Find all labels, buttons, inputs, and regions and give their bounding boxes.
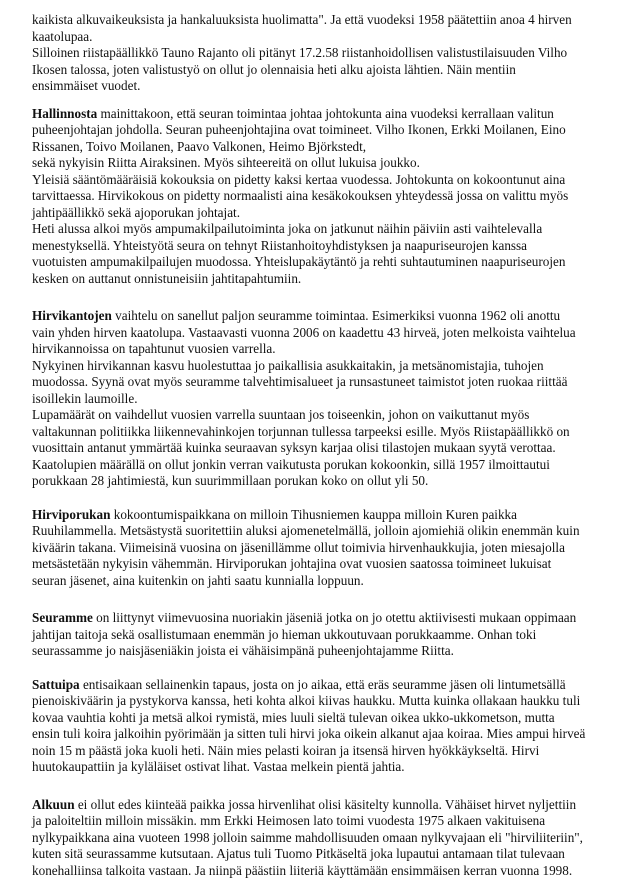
text-line: ensimmäiset vuodet. xyxy=(32,78,626,95)
text-line: isoillekin laumoille. xyxy=(32,391,626,408)
text-line: Ikosen talossa, joten valistustyö on ollut jo olennaisia heti alku ajoista lähtien. Näin mentiin xyxy=(32,62,626,79)
text-line: kesken on auttanut onnistuneisiin jahtitapahtumiin. xyxy=(32,271,626,288)
intro-paragraph xyxy=(32,12,626,95)
text-line: muodossa. Syynä ovat myös seuramme talvehtimisalueet ja runsastuneet taimistot joten ruokaa riittää xyxy=(32,374,626,391)
text-line: Yleisiä sääntömääräisiä kokouksia on pidetty kaksi kertaa vuodessa. Johtokunta on kokoontunut aina xyxy=(32,172,626,189)
text-line: vuotuisten ampumakilpailujen muodossa. Yhteislupakäytäntö ja rehti suhtautuminen naapuriseurojen xyxy=(32,254,626,271)
text-line xyxy=(32,507,626,524)
text-line: Lupamäärät on vaihdellut vuosien varrella suuntaan jos toiseenkin, johon on vaikuttanut myös xyxy=(32,407,626,424)
text-line: tarvittaessa. Hirvikokous on pidetty normaalisti aina kesäkokouksen yhteydessä jossa on valittu myös xyxy=(32,188,626,205)
text-line: seurassamme jo naisjäseniäkin joista ei vähäisimpänä puheenjohtajamme Riitta. xyxy=(32,643,626,660)
text-line xyxy=(32,797,626,814)
text-line: puheenjohtajan johdolla. Seuran puheenjohtajina ovat toimineet. Vilho Ikonen, Erkki Moilanen, Eino xyxy=(32,122,626,139)
text-line: Rissanen, Toivo Moilanen, Paavo Valkonen, Heimo Björkstedt, xyxy=(32,139,626,156)
text-line: Nykyinen hirvikannan kasvu huolestuttaa jo paikallisia asukkaitakin, ja metsänomistajia, tuhojen xyxy=(32,358,626,375)
paragraph-heading: Hirvikantojen xyxy=(32,308,112,323)
text-line: Ruuhilammella. Metsästystä suoritettiin aluksi ajomenetelmällä, jolloin ajomiehiä olikin enemmän kuin xyxy=(32,523,626,540)
paragraph-heading: Seuramme xyxy=(32,610,93,625)
text-line: Kaatolupien määrällä on ollut jonkin verran vaikutusta porukan kokoonkin, sillä 1957 ilmoittautui xyxy=(32,457,626,474)
text-line xyxy=(32,308,626,325)
text-line xyxy=(32,106,626,123)
hallinnosta-paragraph xyxy=(32,106,626,288)
paragraph-heading: Alkuun xyxy=(32,797,75,812)
text-line: Heti alussa alkoi myös ampumakilpailutoiminta joka on jatkunut näihin päiviin asti vaihtelevalla xyxy=(32,221,626,238)
text-line: nylkypaikkana aina vuoteen 1998 jolloin saimme mahdollisuuden omaan nylkyvajaan eli "hirviliiteriin", xyxy=(32,830,626,847)
text-line: konehalliinsa talkoita vastaan. Ja niinpä päästiin liiteriä käyttämään ensimmäisen kerran vuonna 1998. xyxy=(32,863,626,879)
text-line: kaikista alkuvaikeuksista ja hankaluuksista huolimatta". Ja että vuodeksi 1958 päätettiin anoa 4 hirven xyxy=(32,12,626,29)
seuramme-paragraph xyxy=(32,610,626,660)
text-line: seuran jäsenet, aina kuitenkin on jahti saatu kunnialla loppuun. xyxy=(32,573,626,590)
text-line: sekä nykyisin Riitta Airaksinen. Myös sihteereitä on ollut lukuisa joukko. xyxy=(32,155,626,172)
paragraph-heading: Hallinnosta xyxy=(32,106,97,121)
text-line: menestyksellä. Yhteistyötä seura on tehnyt Riistanhoitoyhdistyksen ja naapuriseurojen kanssa xyxy=(32,238,626,255)
text-line: ja paloiteltiin milloin missäkin. mm Erkki Heimosen lato toimi vuodesta 1975 alkaen vakituisena xyxy=(32,813,626,830)
text-run: mainittakoon, että seuran toimintaa johtaa johtokunta aina vuodeksi kerrallaan valitun xyxy=(97,106,554,121)
text-line: metsästetään nykyisin vähemmän. Hirviporukan johtajina ovat vuosien saatossa toimineet lukuisat xyxy=(32,556,626,573)
hirvikantojen-paragraph xyxy=(32,308,626,490)
text-line: vain yhden hirven kaatolupa. Vastaavasti vuonna 2006 on kaadettu 43 hirveä, joten melkoista vaihtelua xyxy=(32,325,626,342)
alkuun-paragraph xyxy=(32,797,626,879)
text-line: jahtipäällikkö sekä ajoporukan johtajat. xyxy=(32,205,626,222)
text-line: kuten sitä seurassamme kutsutaan. Ajatus tuli Tuomo Pitkäseltä joka lupautui antamaan tilat tulevaan xyxy=(32,846,626,863)
text-line: hirvikannoissa on tapahtunut vuosien varrella. xyxy=(32,341,626,358)
text-line: huutokaupattiin ja kyläläiset ostivat lihat. Vastaa melkein pientä jahtia. xyxy=(32,759,626,776)
paragraph-heading: Sattuipa xyxy=(32,677,80,692)
text-run: ei ollut edes kiinteää paikka jossa hirvenlihat olisi käsitelty kunnolla. Vähäiset hirvet nyljettiin xyxy=(75,797,577,812)
text-run: on liittynyt viimevuosina nuoriakin jäseniä jotka on jo otettu aktiivisesti mukaan oppimaan xyxy=(93,610,576,625)
text-run: vaihtelu on sanellut paljon seuramme toimintaa. Esimerkiksi vuonna 1962 oli anottu xyxy=(112,308,560,323)
text-line: porukkaan 28 jahtimiestä, kun suurimmillaan porukan koko on ollut yli 50. xyxy=(32,473,626,490)
text-line: ensin tuli koira jalkoihin pyörimään ja sitten tuli hirvi joka oikein alkanut ajaa koiraa. Mies ampui hirveä xyxy=(32,726,626,743)
paragraph-heading: Hirviporukan xyxy=(32,507,110,522)
text-line: jahtijan taitoja sekä osallistumaan enemmän jo hieman ukkoutuvaan porukkaamme. Onhan toki xyxy=(32,627,626,644)
text-line: Silloinen riistapäällikkö Tauno Rajanto oli pitänyt 17.2.58 riistanhoidollisen valistustilaisuuden Vilho xyxy=(32,45,626,62)
text-line: valtakunnan politiikka liikennevahinkojen torjunnan tullessa tarpeeksi esille. Myös Riistapäällikkö on xyxy=(32,424,626,441)
text-line: noin 15 m päästä joka kuoli heti. Näin mies pelasti koiran ja itsensä hirven hyökkäykseltä. Hirvi xyxy=(32,743,626,760)
text-line: kovaa vauhtia kohti ja metsä alkoi rymistä, mies luuli sieltä tulevan oikea ukko-ukkometson, mutta xyxy=(32,710,626,727)
text-line: vuosittain antanut ymmärtää kuinka seuraavan syksyn karjaa olisi tilastojen mukaan syytä verottaa. xyxy=(32,440,626,457)
text-line: kiväärin takana. Viimeisinä vuosina on jäsenillämme ollut toimivia hirvenhaukkujia, joten miesajolla xyxy=(32,540,626,557)
text-run: kokoontumispaikkana on milloin Tihusniemen kauppa milloin Kuren paikka xyxy=(110,507,517,522)
sattuipa-paragraph xyxy=(32,677,626,776)
hirviporukan-paragraph xyxy=(32,507,626,590)
text-line: kaatolupaa. xyxy=(32,29,626,46)
text-line xyxy=(32,610,626,627)
text-line xyxy=(32,677,626,694)
text-line: pienoiskiväärin ja pystykorva kanssa, heti kohta alkoi kiivas haukku. Mutta kuinka ollakaan haukku tuli xyxy=(32,693,626,710)
text-run: entisaikaan sellainenkin tapaus, josta on jo aikaa, että eräs seuramme jäsen oli lintumetsällä xyxy=(80,677,566,692)
